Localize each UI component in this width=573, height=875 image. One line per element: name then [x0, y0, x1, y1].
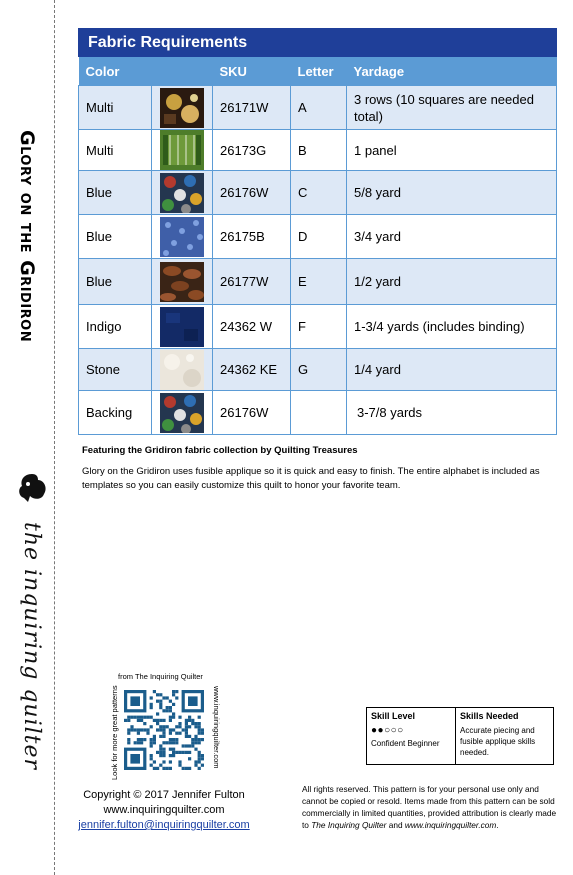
cell-swatch: [152, 259, 213, 305]
cell-color: Blue: [79, 215, 152, 259]
cell-sku: 26173G: [213, 130, 291, 171]
table-title: Fabric Requirements: [79, 29, 557, 57]
table-row: [79, 305, 557, 349]
fabric-swatch-football-field-panel: [160, 130, 204, 170]
cell-color: Indigo: [79, 305, 152, 349]
cell-yardage: 5/8 yard: [347, 171, 557, 215]
cell-sku: 24362 KE: [213, 349, 291, 391]
table-row: [79, 130, 557, 171]
cell-color: Multi: [79, 86, 152, 130]
cell-sku: 24362 W: [213, 305, 291, 349]
rights-text: All rights reserved. This pattern is for your personal use only and cannot be copied or resold. Items made from this pattern can be sold commercially in limited quantities, provided attribution is clearly made to: [302, 784, 557, 830]
fabric-swatch-indigo-tonal: [160, 307, 204, 347]
fabric-swatch-football-players-print: [160, 88, 204, 128]
cell-letter: B: [291, 130, 347, 171]
skill-level-column: [367, 708, 456, 764]
rights-website: www.inquiringquilter.com: [404, 820, 497, 830]
header-sku: SKU: [213, 57, 291, 86]
cell-swatch: [152, 86, 213, 130]
table-row: [79, 391, 557, 435]
table-row: [79, 259, 557, 305]
cell-color: Blue: [79, 171, 152, 215]
cell-color: Multi: [79, 130, 152, 171]
cell-yardage: 3-7/8 yards: [347, 391, 557, 435]
header-letter: Letter: [291, 57, 347, 86]
cell-letter: F: [291, 305, 347, 349]
skills-needed-text: Accurate piecing and fusible applique skills needed.: [460, 726, 536, 757]
cell-yardage: 1/2 yard: [347, 259, 557, 305]
cell-swatch: [152, 130, 213, 171]
cell-swatch: [152, 215, 213, 259]
skill-level-label: Skill Level: [371, 711, 416, 721]
cell-color: Stone: [79, 349, 152, 391]
cell-yardage: 3 rows (10 squares are needed total): [347, 86, 557, 130]
header-yardage: Yardage: [347, 57, 557, 86]
rights-brand: The Inquiring Quilter: [311, 820, 387, 830]
feature-line: Featuring the Gridiron fabric collection by Quilting Treasures: [82, 445, 358, 456]
qr-code-icon[interactable]: [124, 690, 204, 770]
header-swatch: [152, 57, 213, 86]
cell-yardage: 1-3/4 yards (includes binding): [347, 305, 557, 349]
cell-sku: 26176W: [213, 171, 291, 215]
skill-level-name: Confident Beginner: [371, 739, 440, 748]
fabric-swatch-helmets-print: [160, 173, 204, 213]
copyright-line: Copyright © 2017 Jennifer Fulton: [83, 789, 245, 801]
copyright-block: [58, 788, 270, 833]
qr-caption-top: from The Inquiring Quilter: [118, 672, 203, 681]
pattern-title-vertical: Glory on the Gridiron: [16, 130, 38, 343]
rights-notice: [302, 783, 558, 831]
cell-swatch: [152, 391, 213, 435]
skills-needed-column: [456, 708, 553, 764]
qr-caption-left: Look for more great patterns: [110, 685, 119, 780]
cell-letter: C: [291, 171, 347, 215]
cut-line: [54, 0, 55, 875]
table-row: [79, 86, 557, 130]
table-row: [79, 215, 557, 259]
qr-caption-right: www.inquiringquilter.com: [212, 686, 221, 769]
table-row: [79, 171, 557, 215]
cell-swatch: [152, 171, 213, 215]
cell-letter: A: [291, 86, 347, 130]
fabric-swatch-stone-tonal: [160, 350, 204, 390]
email-link[interactable]: jennifer.fulton@inquiringquilter.com: [78, 819, 250, 831]
cell-color: Backing: [79, 391, 152, 435]
table-row: [79, 349, 557, 391]
fabric-swatch-helmets-print: [160, 393, 204, 433]
skills-needed-label: Skills Needed: [460, 711, 519, 721]
cell-sku: 26171W: [213, 86, 291, 130]
cell-letter: E: [291, 259, 347, 305]
cell-sku: 26176W: [213, 391, 291, 435]
cell-swatch: [152, 305, 213, 349]
cell-letter: D: [291, 215, 347, 259]
cell-yardage: 1 panel: [347, 130, 557, 171]
cell-yardage: 1/4 yard: [347, 349, 557, 391]
quilter-logo-icon: [14, 470, 50, 506]
cell-sku: 26175B: [213, 215, 291, 259]
pattern-description: Glory on the Gridiron uses fusible applique so it is quick and easy to finish. The entire alphabet is included as templates so you can easily customize this quilt to honor your favorite team.: [82, 466, 540, 491]
cell-yardage: 3/4 yard: [347, 215, 557, 259]
fabric-swatch-blue-texture-print: [160, 217, 204, 257]
fabric-swatch-footballs-print: [160, 262, 204, 302]
rights-end: .: [496, 820, 499, 830]
cell-letter: [291, 391, 347, 435]
brand-name-vertical: the inquiring quilter: [19, 522, 44, 771]
rights-and: and: [388, 820, 403, 830]
cell-color: Blue: [79, 259, 152, 305]
cell-letter: G: [291, 349, 347, 391]
cell-sku: 26177W: [213, 259, 291, 305]
website-line: www.inquiringquilter.com: [103, 804, 225, 816]
skill-box: [366, 707, 554, 765]
header-color: Color: [79, 57, 152, 86]
skill-level-dots: ●●○○○: [371, 725, 404, 736]
fabric-requirements-table: [78, 28, 557, 435]
cell-swatch: [152, 349, 213, 391]
